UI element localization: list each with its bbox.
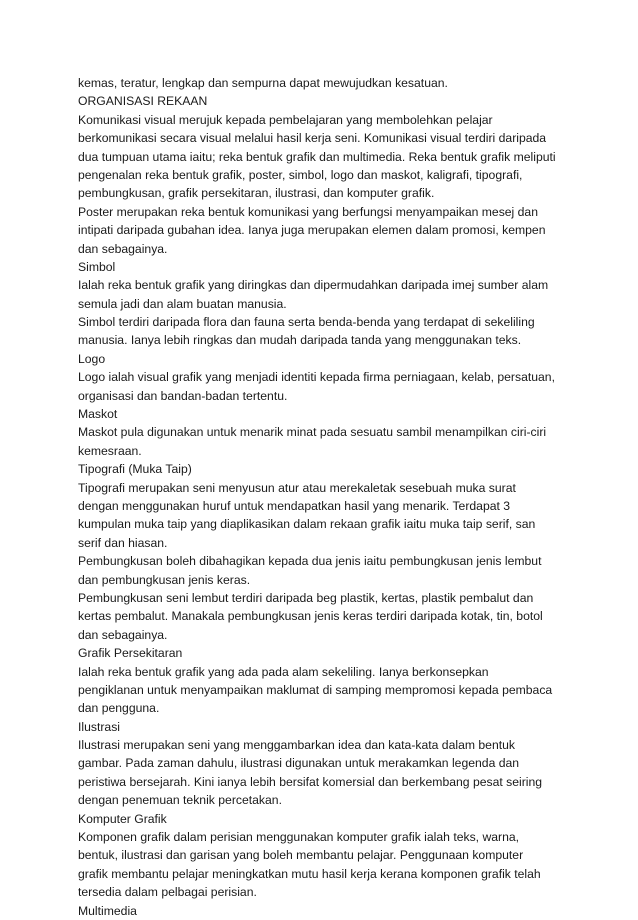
text-line: Tipografi (Muka Taip) [78,462,192,477]
text-line: Simbol [78,259,116,274]
text-line: dengan penemuan teknik percetakan. [78,793,282,808]
text-line: peristiwa bersejarah. Kini ianya lebih bersifat komersial dan berkembang pesat seiring [78,774,543,789]
text-line: Ialah reka bentuk grafik yang diringkas dan dipermudahkan daripada imej sumber alam [78,278,549,293]
text-line: ORGANISASI REKAAN [78,94,208,109]
text-line: Ilustrasi [78,719,120,734]
text-line: pengenalan reka bentuk grafik, poster, simbol, logo dan maskot, kaligrafi, tipografi, [78,167,523,182]
text-line: Komputer Grafik [78,811,167,826]
text-line: tersedia dalam pelbagai perisian. [78,885,257,900]
text-line: Tipografi merupakan seni menyusun atur atau merekaletak sesebuah muka surat [78,480,516,495]
text-line: Ialah reka bentuk grafik yang ada pada alam sekeliling. Ianya berkonsepkan [78,664,489,679]
text-line: Poster merupakan reka bentuk komunikasi yang berfungsi menyampaikan mesej dan [78,204,538,219]
text-line: dua tumpuan utama iaitu; reka bentuk grafik dan multimedia. Reka bentuk grafik meliputi [78,149,556,164]
text-line: Grafik Persekitaran [78,646,183,661]
text-line: dan sebagainya. [78,241,168,256]
text-line: kertas pembalut. Manakala pembungkusan jenis keras terdiri daripada kotak, tin, botol [78,609,543,624]
text-line: gambar. Pada zaman dahulu, ilustrasi digunakan untuk merakamkan legenda dan [78,756,520,771]
text-line: grafik membantu pelajar meningkatkan mutu hasil kerja kerana komponen grafik telah [78,866,541,881]
document-body [78,74,578,920]
text-line: Simbol terdiri daripada flora dan fauna serta benda-benda yang terdapat di sekeliling [78,315,535,330]
text-line: Pembungkusan boleh dibahagikan kepada dua jenis iaitu pembungkusan jenis lembut [78,554,542,569]
text-line: manusia. Ianya lebih ringkas dan mudah daripada tanda yang menggunakan teks. [78,333,522,348]
text-line: serif dan hiasan. [78,535,168,550]
text-line: Multimedia [78,903,137,918]
text-line: Maskot [78,407,118,422]
text-line: dan sebagainya. [78,627,168,642]
text-line: Pembungkusan seni lembut terdiri daripada beg plastik, kertas, plastik pembalut dan [78,590,534,605]
text-line: Komponen grafik dalam perisian menggunakan komputer grafik ialah teks, warna, [78,830,520,845]
text-line: dan pengguna. [78,701,160,716]
text-line: berkomunikasi secara visual melalui hasil kerja seni. Komunikasi visual terdiri daripada [78,131,547,146]
text-line: Logo ialah visual grafik yang menjadi identiti kepada firma perniagaan, kelab, persatuan, [78,370,555,385]
text-line: pengiklanan untuk menyampaikan maklumat di samping mempromosi kepada pembaca [78,682,553,697]
text-line: kemas, teratur, lengkap dan sempurna dapat mewujudkan kesatuan. [78,76,448,90]
text-line: pembungkusan, grafik persekitaran, ilustrasi, dan komputer grafik. [78,186,435,201]
text-line: semula jadi dan alam buatan manusia. [78,296,287,311]
text-line: organisasi dan bandan-badan tertentu. [78,388,288,403]
text-line: bentuk, ilustrasi dan garisan yang boleh membantu pelajar. Penggunaan komputer [78,848,524,863]
text-line: kumpulan muka taip yang diaplikasikan dalam rekaan grafik iaitu muka taip serif, san [78,517,536,532]
text-line: Ilustrasi merupakan seni yang menggambarkan idea dan kata-kata dalam bentuk [78,738,515,753]
text-line: dengan menggunakan huruf untuk mendapatkan hasil yang menarik. Terdapat 3 [78,498,511,513]
text-line: dan pembungkusan jenis keras. [78,572,251,587]
text-line: Maskot pula digunakan untuk menarik minat pada sesuatu sambil menampilkan ciri-ciri [78,425,547,440]
text-line: Logo [78,351,106,366]
text-line: intipati daripada gubahan idea. Ianya juga merupakan elemen dalam promosi, kempen [78,223,546,238]
text-line: kemesraan. [78,443,142,458]
text-line: Komunikasi visual merujuk kepada pembelajaran yang membolehkan pelajar [78,112,493,127]
